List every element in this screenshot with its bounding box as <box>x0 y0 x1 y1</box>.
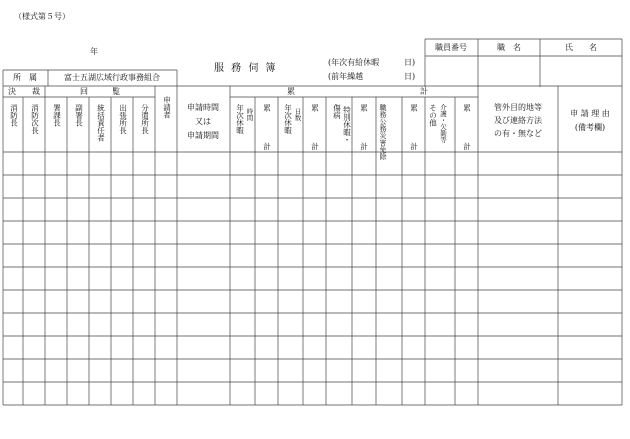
col-annual-days-sub: 日数 <box>293 108 302 121</box>
approver-vice-head: 副署長 <box>74 104 84 127</box>
applicant-label: 申請者 <box>162 96 172 119</box>
col-annual-days: 年次休暇 <box>283 104 293 134</box>
approver-branch-head: 出張所長 <box>118 104 128 134</box>
col-cum-4: 累計 <box>409 104 419 150</box>
col-annual-hours-sub: 時間 <box>245 108 254 121</box>
approver-supervisor: 統括責任者 <box>96 104 106 142</box>
col-cum-2: 累計 <box>310 104 320 150</box>
request-time-line3: 申請期間 <box>187 131 219 140</box>
col-cum-5: 累計 <box>462 104 472 150</box>
annual-leave-unit: 日) <box>404 58 416 67</box>
name-header: 氏 名 <box>565 43 597 52</box>
year-label: 年 <box>90 47 98 56</box>
carryover-label: (前年繰越 <box>328 72 364 81</box>
outside-line3: の有・無など <box>494 129 542 138</box>
approver-section-head: 署課長 <box>52 104 62 127</box>
approver-chief: 消防長 <box>9 104 19 127</box>
col-other: その他 <box>428 104 438 127</box>
carryover-unit: 日) <box>404 72 416 81</box>
outside-line2: 及び連絡方法 <box>494 116 542 125</box>
col-other-sub: 介護・欠勤等 <box>439 104 447 143</box>
col-annual-hours: 年次休暇 <box>235 104 245 134</box>
affiliation-label: 所 属 <box>13 73 37 82</box>
reason-remarks: (備考欄) <box>574 123 606 132</box>
reason-label: 申 請 理 由 <box>570 109 610 118</box>
staff-number-header: 職員番号 <box>435 43 467 52</box>
col-duty-exemption: 職務公務災害免除 <box>379 104 387 160</box>
col-special-leave: 特別休暇・ <box>342 106 352 144</box>
col-cum-1: 累計 <box>262 104 272 150</box>
col-sick-prefix: 傷病 <box>332 104 342 119</box>
position-header: 職 名 <box>497 43 521 52</box>
annual-leave-label: (年次有給休暇 <box>328 58 380 67</box>
approver-detached-head: 分遣所長 <box>140 104 150 134</box>
cumulative-label-left: 累 <box>287 87 295 96</box>
outside-line1: 管外目的地等 <box>494 103 542 112</box>
request-time-line1: 申請時間 <box>187 103 219 112</box>
request-time-line2: 又は <box>195 117 211 126</box>
form-number-label: （様式第５号） <box>14 12 70 21</box>
page-title: 服 務 伺 簿 <box>214 63 278 74</box>
col-cum-3: 累計 <box>359 104 369 150</box>
circulation-label: 回 覧 <box>80 87 120 96</box>
cumulative-label-right: 計 <box>420 87 428 96</box>
decision-label: 決 裁 <box>8 87 40 96</box>
affiliation-value: 富士五湖広域行政事務組合 <box>64 73 160 82</box>
approver-deputy-chief: 消防次長 <box>30 104 40 134</box>
